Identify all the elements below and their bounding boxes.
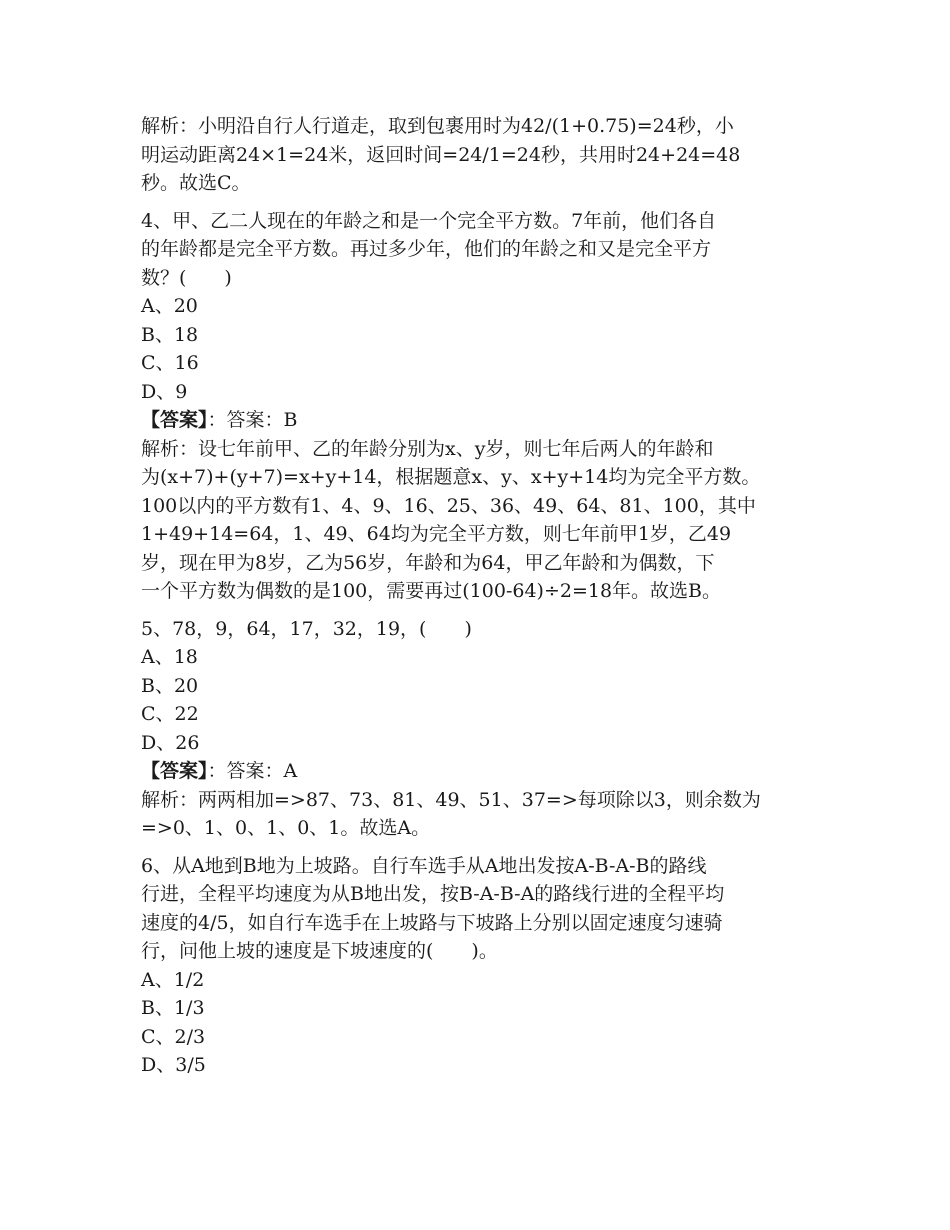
option-d: D、3/5 bbox=[141, 1054, 206, 1076]
option-c: C、16 bbox=[141, 352, 199, 374]
analysis-line: 解析：两两相加=>87、73、81、49、51、37=>每项除以3，则余数为 bbox=[141, 788, 761, 811]
option-c: C、2/3 bbox=[141, 1025, 206, 1048]
analysis-line: 为(x+7)+(y+7)=x+y+14，根据题意x、y、x+y+14均为完全平方数。 bbox=[141, 466, 761, 488]
option-d: D、9 bbox=[141, 380, 188, 403]
question-5 bbox=[141, 615, 811, 843]
prev-analysis bbox=[141, 112, 811, 198]
answer-line bbox=[141, 406, 811, 435]
analysis-line: 岁，现在甲为8岁，乙为56岁，年龄和为64，甲乙年龄和为偶数，下 bbox=[141, 551, 715, 574]
spacer bbox=[141, 198, 811, 207]
analysis-line: 解析：小明沿自行人行道走，取到包裹用时为42/(1+0.75)=24秒，小 bbox=[141, 115, 734, 137]
spacer bbox=[141, 843, 811, 852]
document-content bbox=[141, 112, 811, 1080]
answer-label: 【答案】 bbox=[141, 760, 208, 782]
analysis-line: =>0、1、0、1、0、1。故选A。 bbox=[141, 817, 431, 839]
option-a: A、1/2 bbox=[141, 968, 205, 991]
analysis-line: 秒。故选C。 bbox=[141, 172, 251, 194]
question-line: 的年龄都是完全平方数。再过多少年，他们的年龄之和又是完全平方 bbox=[141, 238, 712, 260]
question-line: 6、从A地到B地为上坡路。自行车选手从A地出发按A-B-A-B的路线 bbox=[141, 854, 707, 877]
question-line: 数？( ) bbox=[141, 266, 232, 289]
question-4 bbox=[141, 207, 811, 606]
answer-text: ：答案：A bbox=[207, 760, 298, 782]
analysis-line: 100以内的平方数有1、4、9、16、25、36、49、64、81、100，其中 bbox=[141, 494, 756, 517]
answer-text: ：答案：B bbox=[207, 409, 298, 431]
option-b: B、20 bbox=[141, 674, 199, 697]
spacer bbox=[141, 606, 811, 615]
question-line: 5、78，9，64，17，32，19，( ) bbox=[141, 617, 472, 640]
option-a: A、18 bbox=[141, 646, 198, 668]
option-b: B、1/3 bbox=[141, 997, 205, 1019]
question-line: 速度的4/5，如自行车选手在上坡路与下坡路上分别以固定速度匀速骑 bbox=[141, 911, 723, 934]
option-c: C、22 bbox=[141, 703, 199, 725]
option-a: A、20 bbox=[141, 295, 198, 317]
analysis-line: 解析：设七年前甲、乙的年龄分别为x、y岁，则七年后两人的年龄和 bbox=[141, 437, 714, 460]
option-b: B、18 bbox=[141, 323, 199, 346]
answer-line bbox=[141, 757, 811, 786]
question-6 bbox=[141, 852, 811, 1080]
question-line: 行进，全程平均速度为从B地出发，按B-A-B-A的路线行进的全程平均 bbox=[141, 883, 725, 905]
question-line: 行，问他上坡的速度是下坡速度的( )。 bbox=[141, 940, 498, 962]
question-line: 4、甲、乙二人现在的年龄之和是一个完全平方数。7年前，他们各自 bbox=[141, 209, 717, 232]
option-d: D、26 bbox=[141, 731, 200, 754]
analysis-line: 1+49+14=64，1、49、64均为完全平方数，则七年前甲1岁，乙49 bbox=[141, 523, 732, 545]
analysis-line: 一个平方数为偶数的是100，需要再过(100-64)÷2=18年。故选B。 bbox=[141, 580, 722, 602]
answer-label: 【答案】 bbox=[141, 409, 208, 431]
analysis-line: 明运动距离24×1=24米，返回时间=24/1=24秒，共用时24+24=48 bbox=[141, 143, 741, 166]
